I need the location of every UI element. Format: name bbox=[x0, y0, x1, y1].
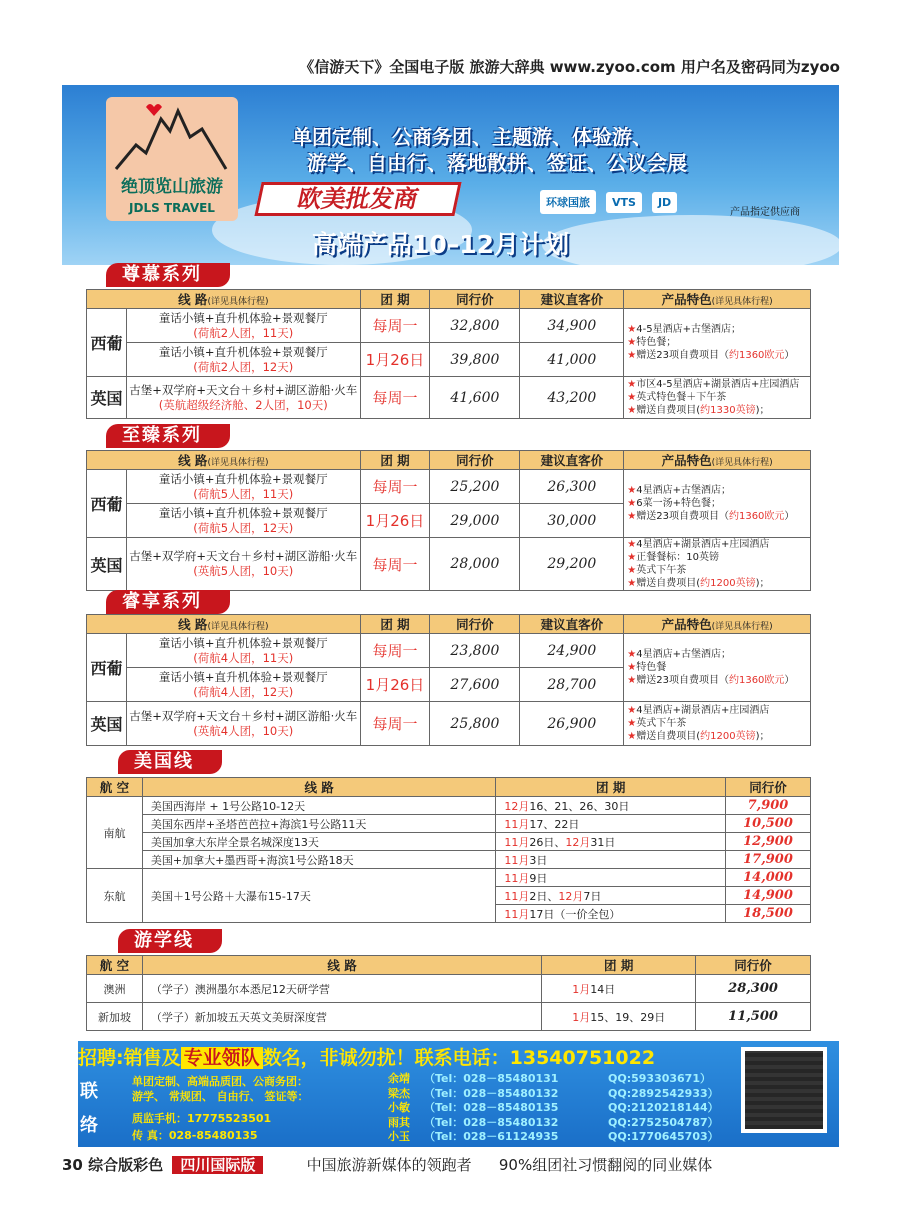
table-row bbox=[87, 470, 811, 504]
period-cell: 11月17、22日 bbox=[496, 815, 726, 833]
feature-cell bbox=[624, 377, 811, 419]
supplier-note: 产品指定供应商 bbox=[730, 207, 800, 218]
region-label: 英国 bbox=[87, 377, 127, 419]
route-cell: （学子）新加坡五天英文美厨深度营 bbox=[142, 1003, 541, 1031]
star-icon: ★ bbox=[627, 565, 637, 576]
table-row bbox=[87, 815, 811, 833]
col-period: 团 期 bbox=[496, 778, 726, 797]
airline-cell: 东航 bbox=[87, 869, 143, 923]
feature-item: ★特色餐； bbox=[627, 337, 677, 348]
table-row bbox=[87, 833, 811, 851]
col-route: 线 路(详见具体行程) bbox=[87, 451, 361, 470]
col-period: 团 期 bbox=[542, 956, 696, 975]
feature-cell bbox=[624, 538, 811, 591]
feature-cell bbox=[624, 702, 811, 746]
price-cell: 14,900 bbox=[726, 887, 811, 905]
route-cell: （学子）澳洲墨尔本悉尼12天研学营 bbox=[142, 975, 541, 1003]
feature-item: ★正餐餐标：10英镑 bbox=[627, 552, 719, 563]
star-icon: ★ bbox=[627, 552, 637, 563]
period-cell: 1月26日 bbox=[360, 343, 430, 377]
period-cell: 1月26日 bbox=[360, 504, 430, 538]
star-icon: ★ bbox=[627, 405, 637, 416]
star-icon: ★ bbox=[627, 705, 637, 716]
period-cell: 每周一 bbox=[360, 309, 430, 343]
feature-item: ★赠送23项自费项目（约1360欧元） bbox=[627, 675, 795, 686]
period-cell: 11月9日 bbox=[496, 869, 726, 887]
table-row bbox=[87, 538, 811, 591]
period-cell: 11月2日、12月7日 bbox=[496, 887, 726, 905]
peer-price: 32,800 bbox=[430, 309, 520, 343]
series-tag: 尊慕系列 bbox=[106, 263, 230, 287]
region-label: 西葡 bbox=[87, 309, 127, 377]
price-cell: 17,900 bbox=[726, 851, 811, 869]
retail-price: 41,000 bbox=[520, 343, 624, 377]
monitor-phone: 质监手机：17775523501 bbox=[132, 1112, 272, 1125]
col-period: 团 期 bbox=[360, 451, 430, 470]
peer-price: 41,600 bbox=[430, 377, 520, 419]
feature-cell bbox=[624, 309, 811, 377]
price-cell: 14,000 bbox=[726, 869, 811, 887]
star-icon: ★ bbox=[627, 718, 637, 729]
period-cell: 每周一 bbox=[360, 702, 430, 746]
liaison-label: 联络 bbox=[80, 1081, 98, 1136]
period-cell: 11月26日、12月31日 bbox=[496, 833, 726, 851]
route-cell: 美国+加拿大+墨西哥+海滨1号公路18天 bbox=[142, 851, 495, 869]
region-label: 英国 bbox=[87, 538, 127, 591]
route-cell: 童话小镇+直升机体验+景观餐厅 (荷航2人团，11天) bbox=[126, 309, 360, 343]
feature-item: ★赠送自费项目(约1200英镑)； bbox=[627, 731, 770, 742]
retail-price: 26,900 bbox=[520, 702, 624, 746]
route-cell: 童话小镇+直升机体验+景观餐厅 (荷航5人团，11天) bbox=[126, 470, 360, 504]
route-cell: 童话小镇+直升机体验+景观餐厅 (荷航4人团，12天) bbox=[126, 668, 360, 702]
col-peer-price: 同行价 bbox=[430, 615, 520, 634]
period-cell: 每周一 bbox=[360, 538, 430, 591]
series-tag: 至臻系列 bbox=[106, 424, 230, 448]
star-icon: ★ bbox=[627, 731, 637, 742]
col-airline: 航 空 bbox=[87, 778, 143, 797]
series-table bbox=[86, 289, 811, 419]
edition-badge: 四川国际版 bbox=[172, 1156, 263, 1174]
feature-item: ★赠送自费项目(约1330英镑)； bbox=[627, 405, 770, 416]
region-label: 西葡 bbox=[87, 634, 127, 702]
services-line-1: 单团定制、公商务团、主题游、体验游、 bbox=[292, 125, 652, 149]
route-cell: 美国加拿大东岸全景名城深度13天 bbox=[142, 833, 495, 851]
contact-panel bbox=[78, 1041, 839, 1147]
logo-english: JDLS TRAVEL bbox=[129, 201, 215, 215]
col-retail-price: 建议直客价 bbox=[520, 615, 624, 634]
mountain-icon bbox=[106, 97, 238, 177]
region-label: 西葡 bbox=[87, 470, 127, 538]
route-cell: 古堡+双学府+天文台＋乡村+湖区游船·火车 (英航超级经济舱、2人团，10天) bbox=[126, 377, 360, 419]
feature-item: ★市区4-5星酒店+湖景酒店+庄园酒店 bbox=[627, 379, 800, 390]
price-cell: 28,300 bbox=[696, 975, 811, 1003]
col-period: 团 期 bbox=[360, 615, 430, 634]
feature-item: ★英式下午茶 bbox=[627, 565, 687, 576]
contact-row: 小敏 （Tel：028－85480135 QQ:2120218144） bbox=[388, 1101, 719, 1114]
peer-price: 29,000 bbox=[430, 504, 520, 538]
partner-logo: 环球国旅 bbox=[540, 190, 596, 214]
star-icon: ★ bbox=[627, 649, 637, 660]
page-footer bbox=[62, 1154, 712, 1175]
period-cell: 11月17日（一价全包） bbox=[496, 905, 726, 923]
feature-item: ★4星酒店+湖景酒店+庄园酒店 bbox=[627, 539, 770, 550]
retail-price: 28,700 bbox=[520, 668, 624, 702]
retail-price: 26,300 bbox=[520, 470, 624, 504]
col-retail-price: 建议直客价 bbox=[520, 451, 624, 470]
peer-price: 25,800 bbox=[430, 702, 520, 746]
feature-item: ★4-5星酒店+古堡酒店； bbox=[627, 324, 741, 335]
qr-code-icon bbox=[741, 1047, 827, 1133]
contact-row: 梁杰 （Tel：028－85480132 QQ:2892542933） bbox=[388, 1086, 719, 1100]
period-cell: 每周一 bbox=[360, 470, 430, 504]
retail-price: 30,000 bbox=[520, 504, 624, 538]
wholesaler-banner: 欧美批发商 bbox=[254, 182, 461, 216]
partner-logo: JD bbox=[652, 192, 677, 213]
route-cell: 童话小镇+直升机体验+景观餐厅 (荷航4人团，11天) bbox=[126, 634, 360, 668]
feature-item: ★4星酒店+古堡酒店； bbox=[627, 485, 731, 496]
price-cell: 18,500 bbox=[726, 905, 811, 923]
peer-price: 25,200 bbox=[430, 470, 520, 504]
col-route: 线 路(详见具体行程) bbox=[87, 290, 361, 309]
route-cell: 美国＋1号公路＋大瀑布15-17天 bbox=[142, 869, 495, 923]
feature-item: ★4星酒店+古堡酒店； bbox=[627, 649, 731, 660]
feature-item: ★赠送23项自费项目（约1360欧元） bbox=[627, 511, 795, 522]
masthead: 《信游天下》全国电子版 旅游大辞典 www.zyoo.com 用户名及密码同为zyoo bbox=[299, 58, 840, 76]
table-row bbox=[87, 309, 811, 343]
star-icon: ★ bbox=[627, 578, 637, 589]
retail-price: 34,900 bbox=[520, 309, 624, 343]
recruit-line: 招聘:销售及 专业领队 数名，非诚勿扰！联系电话：13540751022 bbox=[78, 1047, 656, 1069]
page-number: 30 bbox=[62, 1156, 83, 1174]
table-row bbox=[87, 634, 811, 668]
retail-price: 24,900 bbox=[520, 634, 624, 668]
route-cell: 美国西海岸 + 1号公路10-12天 bbox=[142, 797, 495, 815]
feature-cell bbox=[624, 470, 811, 538]
col-retail-price: 建议直客价 bbox=[520, 290, 624, 309]
star-icon: ★ bbox=[627, 662, 637, 673]
col-feature: 产品特色(详见具体行程) bbox=[624, 615, 811, 634]
footer-slogan-1: 中国旅游新媒体的领跑者 bbox=[306, 1156, 472, 1174]
table-row bbox=[87, 851, 811, 869]
services-line-2: 游学、自由行、落地散拼、签证、公议会展 bbox=[307, 151, 687, 175]
col-price: 同行价 bbox=[726, 778, 811, 797]
col-route: 线 路(详见具体行程) bbox=[87, 615, 361, 634]
period-cell: 1月15、19、29日 bbox=[542, 1003, 696, 1031]
feature-item: ★赠送23项自费项目（约1360欧元） bbox=[627, 350, 795, 361]
period-cell: 12月16、21、26、30日 bbox=[496, 797, 726, 815]
study-line-tag: 游学线 bbox=[118, 929, 222, 953]
col-peer-price: 同行价 bbox=[430, 290, 520, 309]
feature-item: ★6菜一汤+特色餐； bbox=[627, 498, 721, 509]
star-icon: ★ bbox=[627, 498, 637, 509]
peer-price: 28,000 bbox=[430, 538, 520, 591]
footer-slogan-2: 90%组团社习惯翻阅的同业媒体 bbox=[498, 1156, 713, 1174]
fax-number: 传 真：028-85480135 bbox=[132, 1129, 258, 1142]
partner-logo: VTS bbox=[606, 192, 642, 213]
logo-chinese: 绝顶览山旅游 bbox=[121, 177, 223, 197]
price-cell: 10,500 bbox=[726, 815, 811, 833]
table-row bbox=[87, 1003, 811, 1031]
service-line-1: 单团定制、高端品质团、公商务团： bbox=[132, 1075, 308, 1088]
plan-title: 高端产品10–12月计划 bbox=[312, 230, 570, 259]
route-cell: 童话小镇+直升机体验+景观餐厅 (荷航5人团，12天) bbox=[126, 504, 360, 538]
star-icon: ★ bbox=[627, 324, 637, 335]
contact-row: 雨其 （Tel：028－85480132 QQ:2752504787） bbox=[388, 1115, 719, 1129]
period-cell: 1月14日 bbox=[542, 975, 696, 1003]
route-cell: 古堡+双学府+天文台＋乡村+湖区游船·火车 (英航4人团，10天) bbox=[126, 702, 360, 746]
service-line-2: 游学、 常规团、 自由行、 签证等： bbox=[132, 1090, 309, 1103]
table-row bbox=[87, 702, 811, 746]
feature-item: ★赠送自费项目(约1200英镑)； bbox=[627, 578, 770, 589]
feature-item: ★特色餐 bbox=[627, 662, 667, 673]
series-table bbox=[86, 450, 811, 591]
hero-banner bbox=[62, 85, 839, 265]
series-tag: 睿享系列 bbox=[106, 590, 230, 614]
star-icon: ★ bbox=[627, 350, 637, 361]
feature-item: ★4星酒店+湖景酒店+庄园酒店 bbox=[627, 705, 770, 716]
table-row bbox=[87, 975, 811, 1003]
col-airline: 航 空 bbox=[87, 956, 143, 975]
table-row bbox=[87, 377, 811, 419]
star-icon: ★ bbox=[627, 675, 637, 686]
contact-row: 余靖 （Tel：028－85480131 QQ:593303671） bbox=[388, 1072, 711, 1085]
peer-price: 23,800 bbox=[430, 634, 520, 668]
series-table bbox=[86, 614, 811, 746]
col-peer-price: 同行价 bbox=[430, 451, 520, 470]
us-line-tag: 美国线 bbox=[118, 750, 222, 774]
period-cell: 11月3日 bbox=[496, 851, 726, 869]
region-label: 英国 bbox=[87, 702, 127, 746]
col-route: 线 路 bbox=[142, 956, 541, 975]
table-row bbox=[87, 797, 811, 815]
peer-price: 27,600 bbox=[430, 668, 520, 702]
period-cell: 每周一 bbox=[360, 377, 430, 419]
col-feature: 产品特色(详见具体行程) bbox=[624, 451, 811, 470]
airline-cell: 新加坡 bbox=[87, 1003, 143, 1031]
study-line-table bbox=[86, 955, 811, 1031]
airline-cell: 南航 bbox=[87, 797, 143, 869]
peer-price: 39,800 bbox=[430, 343, 520, 377]
star-icon: ★ bbox=[627, 539, 637, 550]
star-icon: ★ bbox=[627, 511, 637, 522]
retail-price: 29,200 bbox=[520, 538, 624, 591]
star-icon: ★ bbox=[627, 379, 637, 390]
feature-cell bbox=[624, 634, 811, 702]
retail-price: 43,200 bbox=[520, 377, 624, 419]
contact-row: 小玉 （Tel：028－61124935 QQ:1770645703） bbox=[388, 1130, 719, 1143]
col-route: 线 路 bbox=[142, 778, 495, 797]
route-cell: 童话小镇+直升机体验+景观餐厅 (荷航2人团，12天) bbox=[126, 343, 360, 377]
price-cell: 7,900 bbox=[726, 797, 811, 815]
star-icon: ★ bbox=[627, 392, 637, 403]
route-cell: 古堡+双学府+天文台＋乡村+湖区游船·火车 (英航5人团，10天) bbox=[126, 538, 360, 591]
price-cell: 11,500 bbox=[696, 1003, 811, 1031]
col-price: 同行价 bbox=[696, 956, 811, 975]
feature-item: ★英式下午茶 bbox=[627, 718, 687, 729]
col-feature: 产品特色(详见具体行程) bbox=[624, 290, 811, 309]
route-cell: 美国东西岸+圣塔芭芭拉+海滨1号公路11天 bbox=[142, 815, 495, 833]
airline-cell: 澳洲 bbox=[87, 975, 143, 1003]
col-period: 团 期 bbox=[360, 290, 430, 309]
period-cell: 1月26日 bbox=[360, 668, 430, 702]
partner-logos bbox=[540, 189, 677, 215]
table-row bbox=[87, 869, 811, 887]
star-icon: ★ bbox=[627, 337, 637, 348]
us-line-table bbox=[86, 777, 811, 923]
star-icon: ★ bbox=[627, 485, 637, 496]
feature-item: ★英式特色餐＋下午茶 bbox=[627, 392, 727, 403]
section-name: 综合版彩色 bbox=[88, 1156, 164, 1174]
period-cell: 每周一 bbox=[360, 634, 430, 668]
price-cell: 12,900 bbox=[726, 833, 811, 851]
contact-list bbox=[388, 1072, 719, 1145]
company-logo bbox=[106, 97, 238, 221]
